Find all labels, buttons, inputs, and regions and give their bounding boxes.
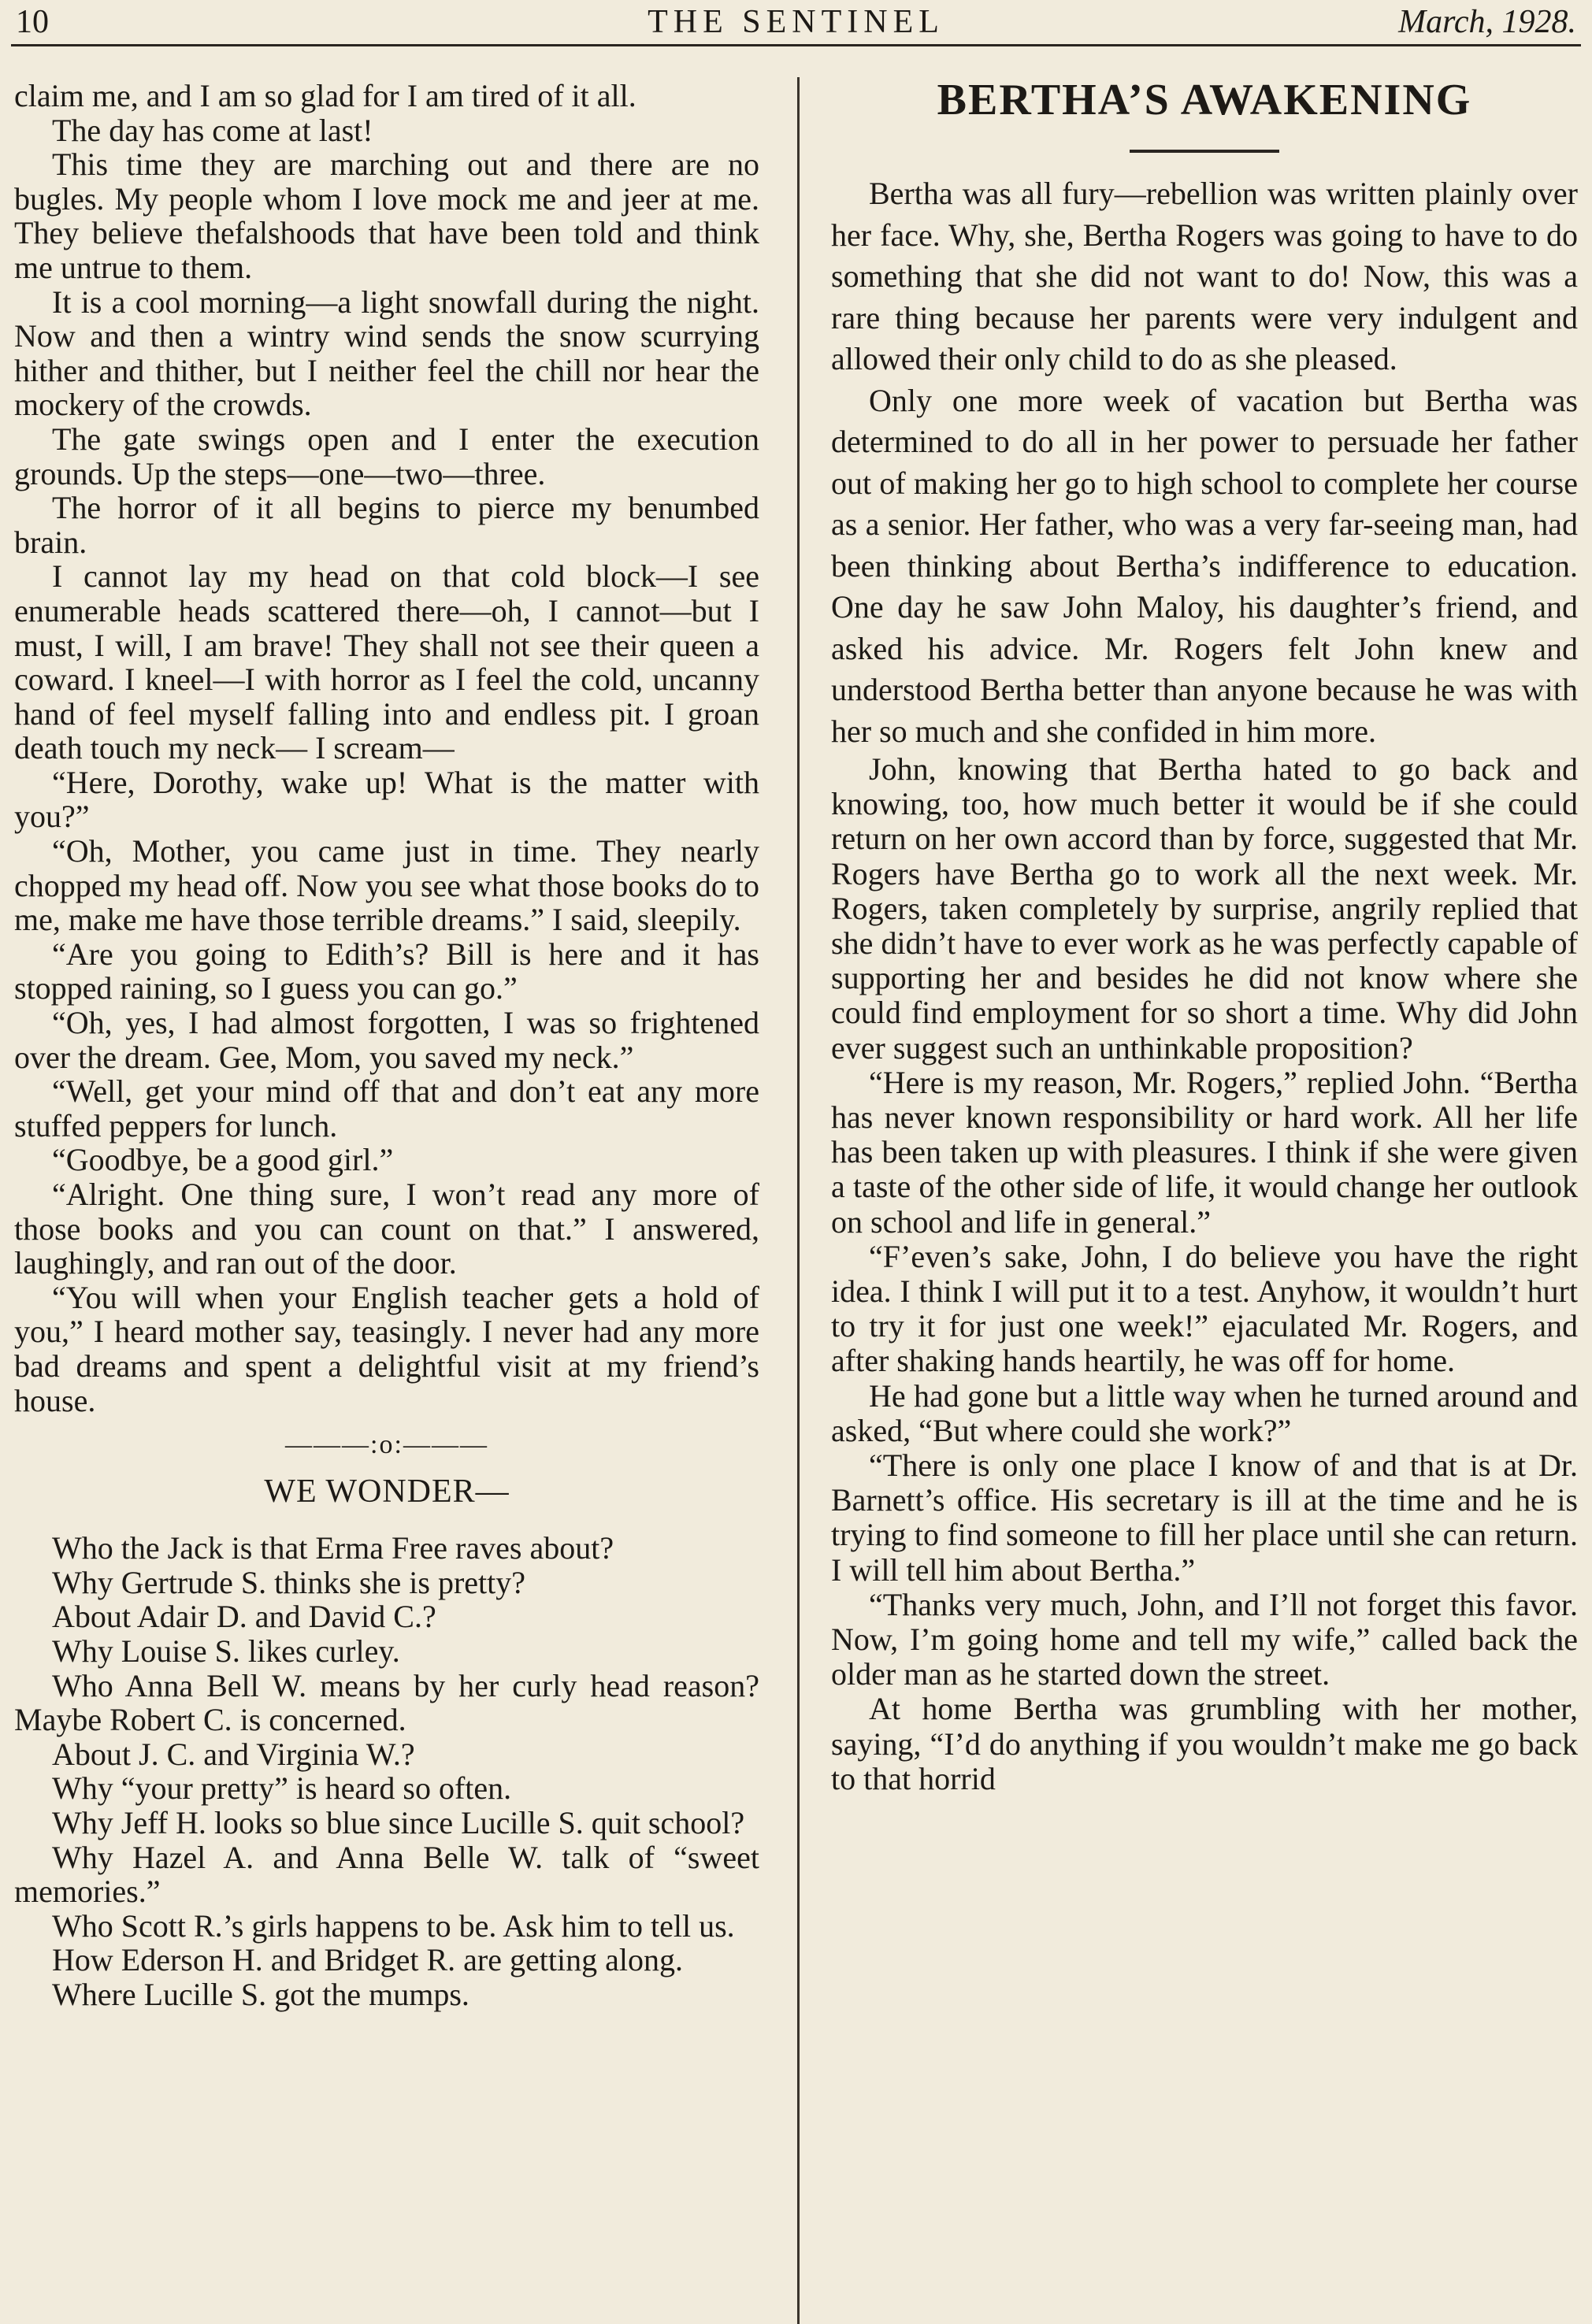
we-wonder-list [14, 1531, 759, 2011]
list-item: Why Gertrude S. thinks she is pretty? [52, 1564, 525, 1600]
story-paragraph: “Are you going to Edith’s? Bill is here and it has stopped raining, so I guess you can go.” [14, 936, 759, 1006]
list-item: Why Jeff H. looks so blue since Lucille S. quit school? [52, 1804, 745, 1840]
article-paragraph: John, knowing that Bertha hated to go back and knowing, too, how much better it would be if she could return on her own accord than by force, suggested that Mr. Rogers have Bertha go to work all the next week. Mr. Rogers, taken completely by surprise, angrily replied that she didn’t have to ever work as he was perfectly capable of supporting her and besides he did not know where she could find employment for so short a time. Why did John ever suggest such an unthinkable proposition? [831, 751, 1578, 1066]
story-paragraph: This time they are marching out and there are no bugles. My people whom I love mock me and jeer at me. They believe thefalshoods that have been told and think me untrue to them. [14, 146, 759, 285]
story-paragraph: “You will when your English teacher gets a hold of you,” I heard mother say, teasingly. I never had any more bad dreams and spent a delightful visit at my friend’s house. [14, 1279, 759, 1418]
story-paragraph: claim me, and I am so glad for I am tired of it all. [14, 78, 636, 113]
article-paragraph: “F’even’s sake, John, I do believe you have the right idea. I think I will put it to a test. Anyhow, it wouldn’t hurt to try it for just one week!” ejaculated Mr. Rogers, and after shaking hands heartily, he was off for home. [831, 1238, 1578, 1379]
story-paragraph: “Oh, yes, I had almost forgotten, I was so frightened over the dream. Gee, Mom, you saved my neck.” [14, 1005, 759, 1075]
column-divider [797, 77, 800, 2324]
title-rule [1130, 150, 1279, 153]
list-item: Who Anna Bell W. means by her curly head reason? Maybe Robert C. is concerned. [14, 1667, 759, 1738]
list-item: About J. C. and Virginia W.? [52, 1736, 415, 1772]
article-paragraph: Only one more week of vacation but Bertha was determined to do all in her power to persuade her father out of making her go to high school to complete her course as a senior. Her father, who was a very far-seeing man, had been thinking about Bertha’s indifference to education. One day he saw John Maloy, his daughter’s friend, and asked his advice. Mr. Rogers felt John knew and understood Bertha better than anyone because he was with her so much and she confided in him more. [831, 382, 1578, 749]
page-number: 10 [16, 4, 49, 40]
journal-title: THE SENTINEL [648, 4, 944, 40]
right-column [831, 74, 1578, 1796]
article-title: BERTHA’S AWAKENING [937, 76, 1472, 124]
story-paragraph: I cannot lay my head on that cold block—I see enumerable heads scattered there—oh, I cannot—but I must, I will, I am brave! They shall not see their queen a coward. I kneel—I with horror as I feel the cold, uncanny hand of feel myself falling into and endless pit. I groan death touch my neck— I scream— [14, 558, 759, 766]
story-paragraph: “Oh, Mother, you came just in time. They nearly chopped my head off. Now you see what those books do to me, make me have those terrible dreams.” I said, sleepily. [14, 833, 759, 938]
list-item: Who the Jack is that Erma Free raves about? [52, 1530, 614, 1566]
story-paragraph: “Well, get your mind off that and don’t eat any more stuffed peppers for lunch. [14, 1073, 759, 1143]
story-paragraph: The gate swings open and I enter the execution grounds. Up the steps—one—two—three. [14, 421, 759, 491]
article-paragraph: “There is only one place I know of and that is at Dr. Barnett’s office. His secretary is ill at the time and he is trying to find someone to fill her place until she can return. I will tell him about Bertha.” [831, 1447, 1578, 1588]
list-item: Why Hazel A. and Anna Belle W. talk of “sweet memories.” [14, 1839, 759, 1910]
article-paragraph: He had gone but a little way when he turned around and asked, “But where could she work?” [831, 1377, 1578, 1448]
list-item: Who Scott R.’s girls happens to be. Ask him to tell us. [52, 1907, 735, 1944]
page-header [11, 0, 1581, 46]
article-paragraph: At home Bertha was grumbling with her mother, saying, “I’d do anything if you wouldn’t make me go back to that horrid [831, 1691, 1578, 1796]
section-separator: ———:o:——— [285, 1430, 488, 1460]
story-paragraph: The horror of it all begins to pierce my benumbed brain. [14, 490, 759, 560]
left-column [14, 79, 759, 2011]
list-item: Why Louise S. likes curley. [52, 1633, 400, 1669]
list-item: Why “your pretty” is heard so often. [52, 1770, 512, 1807]
story-paragraph: “Goodbye, be a good girl.” [52, 1142, 394, 1178]
story-paragraph: “Alright. One thing sure, I won’t read any more of those books and you can count on that.” I answered, laughingly, and ran out of the door. [14, 1177, 759, 1281]
list-item: Where Lucille S. got the mumps. [52, 1976, 469, 2012]
article-paragraph: “Thanks very much, John, and I’ll not forget this favor. Now, I’m going home and tell my wife,” called back the older man as he started down the street. [831, 1586, 1578, 1692]
story-paragraph: It is a cool morning—a light snowfall during the night. Now and then a wintry wind sends the snow scurrying hither and thither, but I neither feel the chill nor hear the mockery of the crowds. [14, 284, 759, 423]
we-wonder-heading: WE WONDER— [264, 1473, 510, 1510]
list-item: How Ederson H. and Bridget R. are getting along. [52, 1942, 683, 1978]
story-paragraph: “Here, Dorothy, wake up! What is the matter with you?” [14, 764, 759, 835]
article-paragraph: “Here is my reason, Mr. Rogers,” replied John. “Bertha has never known responsibility or hard work. All her life has been taken up with pleasures. I think if she were given a taste of the other side of life, it would change her outlook on school and life in general.” [831, 1064, 1578, 1240]
issue-date: March, 1928. [1398, 4, 1576, 40]
article-paragraph: Bertha was all fury—rebellion was written plainly over her face. Why, she, Bertha Rogers was going to have to do something that she did not want to do! Now, this was a rare thing because her parents were very indulgent and allowed their only child to do as she pleased. [831, 176, 1578, 376]
story-paragraph: The day has come at last! [52, 112, 373, 148]
list-item: About Adair D. and David C.? [52, 1599, 436, 1635]
